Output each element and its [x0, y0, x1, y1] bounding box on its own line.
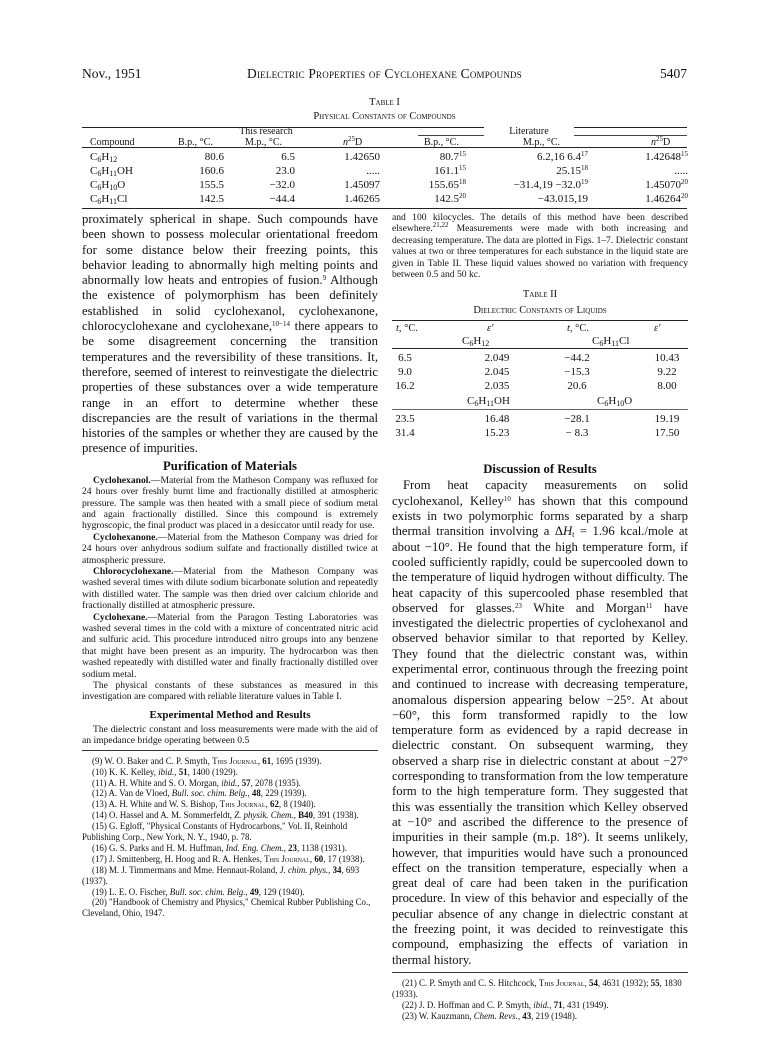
table2-header-rule: [392, 348, 688, 350]
table1-cell-lit-bp: 155.65$^{18}$: [428, 178, 466, 191]
table1-header-lit-n: $n^{25}D$: [651, 135, 671, 148]
table1-header-mp: M.p., °C.: [245, 137, 283, 148]
purification-paragraph: Chlorocyclohexane.—Material from the Matheson Company was washed several times with dilute sodium bicarbonate solution and repeatedly with distilled water. The sample was then dried over calcium chloride and fractionally distilled at atmospheric pressure.: [82, 566, 378, 612]
table2-caption: Dielectric Constants of Liquids: [473, 305, 607, 317]
method-text: and 100 kilocycles. The details of this method have been described elsewhere.$^{21,22}$ Measurements were made with both increasing and decreasing temperature. The data are plotted in Figs. 1–7. Dielectric constant values at two or three temperatures for each substance in the liquid state are given in Table II. These liquid values showed no variation with frequency between 0.5 and 50 kc.: [392, 212, 688, 281]
table1-research-group: This research: [239, 126, 293, 137]
reference-item: (13) A. H. White and W. S. Bishop, This Journal, 62, 8 (1940).: [92, 799, 316, 810]
table2-cell: −44.2: [564, 352, 590, 365]
purification-paragraph: The physical constants of these substances as measured in this investigation are compared with reliable literature values in Table I.: [82, 680, 378, 703]
table2: [392, 284, 688, 459]
table1-title: [82, 96, 687, 124]
table1-cell-lit-mp: −43.015,19: [537, 193, 588, 205]
purification-paragraph: Cyclohexanone.—Material from the Matheson Company was dried for 24 hours over anhydrous sodium sulfate and fractionally distilled twice at atmospheric pressure.: [82, 531, 378, 566]
table1-header-rule: [82, 147, 687, 149]
section-heading-experimental: Experimental Method and Results: [149, 708, 311, 721]
method-paragraph: [392, 212, 688, 280]
table1-cell-bp: 142.5: [199, 193, 224, 205]
header-date: Nov., 1951: [82, 66, 142, 81]
table1-cell-lit-mp: $-31.4,19 -32.0^{19}$: [513, 178, 588, 191]
table1-label: Table I: [369, 97, 400, 108]
table1-cell-mp: −32.0: [269, 179, 295, 191]
intro-text: proximately spherical in shape. Such compounds have been shown to possess molecular orientational freedom for some distance below their freezing points, this behavior leading to abnormally high melting points and abnormally low heats and entropies of fusion.$^9$ Although the existence of polymorphism has been definitely established in solid cyclohexanol, cyclohexanone, chlorocyclohexane and cyclohexane,$^{10-14}$ there appears to be some disagreement concerning the transition temperatures and the reversibility of these transitions. It, therefore, seemed of interest to reinvestigate the dielectric properties of these substances over a wide temperature range in an effort to determine whether these discrepancies are the result of variations in the thermal histories of the samples or whether they are caused by the presence of impurities.: [82, 212, 379, 456]
table1-cell-bp: 80.6: [204, 151, 224, 163]
table1-cell-lit-n: .....: [674, 165, 688, 177]
table1-cell-lit-bp: 161.1$^{15}$: [434, 164, 466, 177]
reference-item: (23) W. Kauzmann, Chem. Revs., 43, 219 (1948).: [402, 1010, 578, 1021]
table2-header-t1: t, °C.: [396, 323, 418, 335]
discussion-text: From heat capacity measurements on solid cyclohexanol, Kelley$^{10}$ has shown that this compound exists in two polymorphic forms separated by a sharp thermal transition involving a $\Delta H_t = 1.96$ kcal./mole at about −10°. He found that the high temperature form, if cooled sufficiently rapidly, could be supercooled down to the temperature of liquid hydrogen without difficulty. The heat capacity of this supercooled phase resembled that observed for glasses.$^{23}$ White and Morgan$^{11}$ have investigated the dielectric properties of cyclohexanol and observed behavior similar to that reported by Kelley. They found that the dielectric constant was, within experimental error, continuous through the freezing point and continued to increase with decreasing temperature, anomalous dispersion appearing below −25°. At about −60°, this form transformed rapidly to the low temperature form as evidenced by a rapid decrease in dielectric constant. On subsequent warming, they observed a sharp rise in dielectric constant at about −27° corresponding to transformation from the low temperature form to the high temperature form. They suggested that this was essentially the transition which Kelley observed at −10° and ascribed the difference to the presence of impurities in their sample (m.p. 18°). It seems unlikely, however, that impurities would have such a pronounced effect on the transition temperature, especially when a great deal of care had been taken in the purification procedure. In view of this behavior and especially of the peculiar absence of any change in dielectric constant at the freezing point, it was decided to reinvestigate this compound, emphasizing the effects of variation in thermal history.: [392, 478, 689, 967]
running-header: [82, 66, 687, 84]
table1-cell-lit-n: 1.46264$^{20}$: [645, 192, 688, 205]
table1-cell-lit-mp: 25.15$^{18}$: [556, 164, 588, 177]
reference-item: (22) J. D. Hoffman and C. P. Smyth, ibid., 71, 431 (1949).: [402, 999, 609, 1010]
section-heading-purification: Purification of Materials: [163, 458, 297, 473]
discussion-paragraph: [392, 478, 688, 968]
table1-cell-bp: 155.5: [199, 179, 224, 191]
table1-header-compound: Compound: [90, 137, 135, 148]
table1-header-lit-bp: B.p., °C.: [424, 137, 459, 148]
reference-item: (19) L. E. O. Fischer, Bull. soc. chim. Belg., 49, 129 (1940).: [92, 886, 305, 897]
table2-cell: 23.5: [395, 413, 415, 426]
table1-header-lit-mp: M.p., °C.: [523, 137, 561, 148]
reference-item: (11) A. H. White and S. O. Morgan, ibid., 57, 2078 (1935).: [92, 777, 301, 788]
table1-cell-compound: $C_6H_{11}Cl$: [90, 193, 128, 206]
footnotes-left: [82, 756, 378, 920]
table1-cell-lit-bp: 142.5$^{20}$: [434, 192, 466, 205]
table2-cell: −28.1: [564, 413, 590, 426]
experimental-paragraph: [82, 724, 378, 747]
table1-cell-compound: $C_6H_{12}$: [90, 151, 118, 164]
table1-cell-n: 1.42650: [344, 151, 380, 163]
table2-cell: 6.5: [398, 352, 412, 365]
reference-item: (15) G. Egloff, "Physical Constants of Hydrocarbons," Vol. II, Reinhold Publishing Corp., New York, N. Y., 1940, p. 78.: [82, 821, 348, 843]
table1-header-n: $n^{25}D$: [343, 135, 363, 148]
table1-cell-bp: 160.6: [199, 165, 224, 177]
reference-item: (17) J. Smittenberg, H. Hoog and R. A. Henkes, This Journal, 60, 17 (1938).: [92, 853, 365, 864]
table1-bottom-rule: [82, 208, 687, 210]
table1-cell-mp: 23.0: [275, 165, 295, 177]
experimental-text: The dielectric constant and loss measurements were made with the aid of an impedance bridge operating between 0.5: [82, 723, 378, 747]
table2-label: Table II: [522, 289, 558, 301]
table2-cell: − 8.3: [565, 427, 589, 440]
table2-cell: 17.50: [654, 427, 680, 440]
table1-caption: Physical Constants of Compounds: [313, 111, 456, 122]
page-number: 5407: [660, 66, 687, 81]
table1-header-bp: B.p., °C.: [178, 137, 213, 148]
reference-item: (20) "Handbook of Chemistry and Physics," Chemical Rubber Publishing Co., Cleveland, Ohio, 1947.: [82, 897, 371, 919]
right-column: [392, 212, 688, 1022]
table2-header-e1: ε′: [487, 323, 494, 335]
table2-header-e2: ε′: [654, 323, 661, 335]
table1-cell-n: 1.46265: [344, 193, 380, 205]
table2-top-rule: [392, 320, 688, 322]
table2-group-cyclohexanol: $C_6H_{11}OH$: [467, 395, 510, 409]
table2-group-cyclohexane: $C_6H_{12}$: [462, 335, 490, 349]
intro-paragraph: [82, 212, 378, 457]
table2-cell: 2.035: [484, 380, 510, 393]
table2-cell: 2.045: [484, 366, 510, 379]
table1-cell-lit-n: 1.42648$^{15}$: [645, 150, 688, 163]
reference-item: (18) M. J. Timmermans and Mme. Hennaut-Roland, J. chim. phys., 34, 693 (1937).: [82, 864, 360, 886]
purification-paragraphs: [82, 475, 378, 703]
purification-paragraph: Cyclohexanol.—Material from the Matheson Company was refluxed for 24 hours over freshly burnt lime and fractionally distilled at atmospheric pressure. The sample was then heated with a small piece of sodium metal and again fractionally distilled. Since this compound is extremely hygroscopic, the final product was placed in a desiccator until ready for use.: [82, 474, 378, 532]
table1-cell-n: .....: [366, 165, 380, 177]
header-title: Dielectric Properties of Cyclohexane Compounds: [247, 66, 522, 81]
table1-top-rule: [82, 127, 687, 129]
table1-cell-mp: 6.5: [281, 151, 295, 163]
purification-paragraph: Cyclohexane.—Material from the Paragon Testing Laboratories was washed several times in the cold with a mixture of concentrated nitric acid and sulfuric acid. This procedure introduced nitro groups into any benzene that might have been present as an impurity. The hydrocarbon was then washed repeatedly with distilled water and finally fractionally distilled over sodium metal.: [82, 611, 378, 680]
table1-cell-lit-mp: 6.2,16 $6.4^{17}$: [537, 150, 588, 163]
table2-cell: 20.6: [567, 380, 587, 393]
reference-item: (14) O. Hassel and A. M. Sommerfeldt, Z. physik. Chem., B40, 391 (1938).: [92, 810, 359, 821]
table2-mid-rule: [392, 409, 688, 411]
footnote-rule-right: [392, 972, 688, 974]
reference-item: (16) G. S. Parks and H. M. Huffman, Ind. Eng. Chem., 23, 1138 (1931).: [92, 842, 347, 853]
table2-cell: 31.4: [395, 427, 415, 440]
left-column: [82, 212, 378, 919]
table2-cell: 9.22: [657, 366, 677, 379]
reference-item: (12) A. Van de Vloed, Bull. soc. chim. Belg., 48, 229 (1939).: [92, 788, 307, 799]
reference-item: (9) W. O. Baker and C. P. Smyth, This Journal, 61, 1695 (1939).: [92, 755, 322, 766]
table1-cell-compound: $C_6H_{11}OH$: [90, 165, 133, 178]
table2-cell: 16.48: [484, 413, 510, 426]
table2-cell: 8.00: [657, 380, 677, 393]
table2-cell: 9.0: [398, 366, 412, 379]
table1-cell-mp: −44.4: [269, 193, 295, 205]
table1-cell-compound: $C_6H_{10}O$: [90, 179, 126, 192]
table1-cell-lit-n: 1.45070$^{20}$: [645, 178, 688, 191]
table1-literature-group: Literature: [484, 126, 574, 137]
table2-group-cyclohexanone: $C_6H_{10}O$: [597, 395, 633, 409]
table2-group-chlorocyclohexane: $C_6H_{11}Cl$: [592, 335, 630, 349]
table1-cell-lit-bp: 80.7$^{15}$: [439, 150, 466, 163]
table2-cell: 19.19: [654, 413, 680, 426]
table2-cell: 16.2: [395, 380, 415, 393]
table2-cell: 10.43: [654, 352, 680, 365]
footnotes-right: [392, 978, 688, 1022]
reference-item: (10) K. K. Kelley, ibid., 51, 1400 (1929).: [92, 766, 238, 777]
section-heading-discussion: Discussion of Results: [483, 462, 597, 477]
table1-cell-n: 1.45097: [344, 179, 380, 191]
reference-item: (21) C. P. Smyth and C. S. Hitchcock, This Journal, 54, 4631 (1932); 55, 1830 (1933).: [392, 977, 682, 999]
table2-cell: −15.3: [564, 366, 590, 379]
table2-header-t2: t, °C.: [567, 323, 589, 335]
table2-cell: 2.049: [484, 352, 510, 365]
table2-cell: 15.23: [484, 427, 510, 440]
footnote-rule: [82, 750, 378, 752]
